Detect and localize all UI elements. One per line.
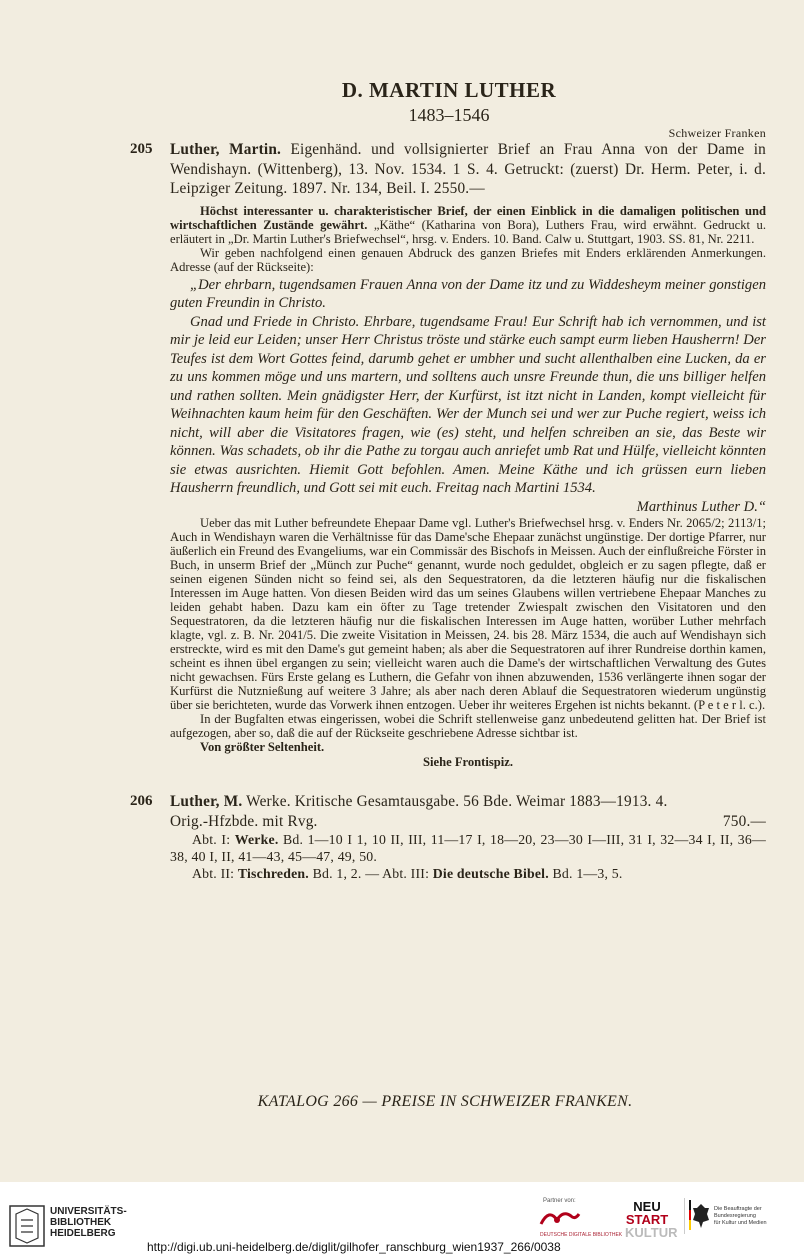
lot-heading-text: Eigenhänd. und vollsignierter Brief an Frau Anna von der Dame in Wendishayn. (Wittenberg), 13. Nov. 1534. 1 S. 4. Getruckt: (zuerst) Dr. Herm. Peter, i. d. Leipziger Zeitung. 1897. Nr. 134, Beil. I. 2550.— [170, 141, 766, 197]
lot-author: Luther, Martin. [170, 141, 282, 158]
abt2-bold: Tischreden. [237, 866, 309, 881]
price: 750.— [722, 812, 766, 830]
lot-number: 206 [130, 793, 153, 809]
lot-heading-text: Werke. Kritische Gesamtausgabe. 56 Bde. Weimar 1883—1913. 4. [246, 793, 668, 810]
abteilung-1 [170, 831, 766, 865]
currency-label: Schweizer Franken [668, 126, 766, 140]
letter-body: Gnad und Friede in Christo. Ehrbare, tugendsame Frau! Eur Schrift hab ich vernommen, und ist mir je leid eur Leiden; unser Herr Christus tröste und stärke euch sampt eurm lieben Hausherrn! Der Teufes ist dem Wort Gottes feind, darumb gehet er umbher und sucht allenthalben eine Lucken, da er zu uns kommen möge und uns martern, und solltens auch unsre Freunde thun, die uns billiger helfen und rathen sollten. Mein gnädigster Herr, der Kurfürst, ist itzt nicht in Landen, kompt vielleicht für Weihnachten kaum heim für den Geschäften. Wer der Munch sei und wer zur Puche regiert, weiss ich nicht, will aber die Visitatores fragen, wie (es) steht, und helfen schreiben an sie, das Beste wir können. Was schadets, ob ihr die Pathe zu torgau auch anriefet umb Rat und Hülfe, vielleicht könnten sie etwas ausrichten. Hiemit Gott befohlen. Amen. Meine Käthe und ich grüssen eurn lieben Hausherrn freundlich, und Gott sei mit euch. Freitag nach Martini 1534. [170, 313, 766, 496]
lot-description [170, 204, 766, 246]
abt1-label: Abt. I: [192, 832, 231, 847]
letter-signature: Marthinus Luther D.“ [636, 498, 766, 515]
lot-author: Luther, M. [170, 793, 243, 810]
abt2-text: Bd. 1, 2. — Abt. III: [312, 866, 430, 881]
abt1-text: Bd. 1—10 I 1, 10 II, III, 11—17 I, 18—20, 23—30 I—III, 31 I, 32—34 I, II, 36—38, 40 I, II, 41—43, 45—47, 49, 50. [170, 832, 766, 864]
lot-heading [170, 140, 766, 199]
partner-label: Partner von: [543, 1198, 576, 1204]
life-dates: 1483–1546 [408, 105, 490, 125]
neustart-kultur-logo [625, 1199, 678, 1240]
page-content [132, 78, 766, 882]
description-bold: Höchst interessanter u. charakteristischer Brief, der einen Einblick in die damaligen politischen und wirtschaftlichen Zustände gewährt. [170, 203, 766, 232]
letter-address: „Der ehrbarn, tugendsamen Frauen Anna von der Dame itz und zu Widdesheym meiner gonstigen guten Freundin in Christo. [170, 276, 766, 311]
description-text: „Käthe“ (Katharina von Bora), Luthers Frau, wird erwähnt. Gedruckt u. erläutert in „Dr. Martin Luther's Briefwechsel“, hrsg. v. Enders. 10. Band. Calw u. Stuttgart, 1903. SS. 81, Nr. 2211. [170, 217, 766, 246]
uni-line-3: HEIDELBERG [50, 1228, 116, 1239]
bkm-text [714, 1206, 804, 1227]
university-seal-icon [8, 1204, 46, 1248]
abt3-text: Bd. 1—3, 5. [552, 866, 623, 881]
rarity-note: Von größter Seltenheit. [200, 740, 325, 754]
uni-line-2: BIBLIOTHEK [50, 1217, 112, 1228]
abteilung-2-3 [170, 865, 766, 882]
kultur-text: KULTUR [625, 1225, 678, 1240]
letter-intro: Wir geben nachfolgend einen genauen Abdruck des ganzen Briefes mit Enders erklärenden Anmerkungen. Adresse (auf der Rückseite): [170, 245, 766, 274]
abt3-bold: Die deutsche Bibel. [432, 866, 549, 881]
uni-line-1: UNIVERSITÄTS- [50, 1206, 127, 1217]
ddb-logo-icon [537, 1206, 581, 1230]
federal-eagle-icon [689, 1200, 713, 1232]
start-text: START [625, 1212, 669, 1227]
lot-206 [132, 792, 766, 882]
page-title: D. MARTIN LUTHER [341, 78, 557, 102]
binding: Orig.-Hfzbde. mit Rvg. [170, 812, 318, 830]
catalog-footer: KATALOG 266 — PREISE IN SCHWEIZER FRANKEN. [257, 1093, 633, 1110]
lot-heading [170, 792, 766, 812]
bkm-line-2: für Kultur und Medien [714, 1220, 767, 1226]
abt1-bold: Werke. [234, 832, 279, 847]
abt2-label: Abt. II: [192, 866, 235, 881]
condition-note: In der Bugfalten etwas eingerissen, wobei die Schrift stellenweise ganz unbedeutend gelitten hat. Der Brief ist aufgezogen, aber so, daß die auf der Rückseite geschriebene Adresse sichtbar ist. [170, 712, 766, 740]
university-library-name [50, 1206, 127, 1239]
commentary: Ueber das mit Luther befreundete Ehepaar Dame vgl. Luther's Briefwechsel hrsg. v. Enders Nr. 2065/2; 2113/1; Auch in Wendishayn waren die Verhältnisse für das Dame'sche Ehepaar zunächst ungünstige. Der dortige Pfarrer, nur äußerlich ein Freund des Evangeliums, war ein Commissär des Bischofs in Meissen. Auch der einflußreiche Förster in Buch, in unserm Brief der „Münch zur Puche“ genannt, wurde noch geduldet, obgleich er zu sagen pflegte, daß er seinen eigenen Sünden nicht so feind sei, als den Sequestratoren, da die letzteren häufig nur die fiskalischen Interessen im Auge hatten. Von diesen Beiden wird das um seines Glaubens willen vertriebene Ehepaar Manches zu leiden gehabt haben. Dazu kam ein öfter zu Tage tretender Zwiespalt zwischen den Visitatoren und den Sequestratoren, da die letzteren häufig nur die fiskalischen Interessen im Auge hatten, worüber Luther mehrfach klagte, vgl. z. B. Nr. 2041/5. Die zweite Visitation in Meissen, 24. bis 28. März 1534, die auch auf Wendishayn sich erstreckte, wird es mit den Dame's gut gemeint haben; als aber die Sequestratoren auf ihrer Rundreise dorthin kamen, scheint es ihnen übel ergangen zu sein; vielleicht waren auch die Dame's der wirtschaftlichen Verwaltung des Gutes nicht gewachsen. Fürs Erste gelang es Luthern, die Gefahr von ihnen abzuwenden, 1536 verlängerte ihnen sogar der Kurfürst die Nutznießung auf weitere 3 Jahre; als aber nach deren Ablauf die Sequestratoren wiederum ungünstig über sie berichteten, wurde das Vorwerk ihnen entzogen. Ueber ihr weiteres Ergehen ist nichts bekannt. (P e t e r l. c.). [170, 516, 766, 712]
lot-number: 205 [130, 141, 153, 157]
lot-binding-line [170, 812, 766, 832]
neu-text: NEU [633, 1199, 661, 1214]
frontispiz-note: Siehe Frontispiz. [422, 755, 514, 769]
bkm-line-1: Die Beauftragte der Bundesregierung [714, 1206, 762, 1219]
lot-205 [132, 140, 766, 770]
partner-text: DEUTSCHE DIGITALE BIBLIOTHEK [540, 1232, 623, 1238]
permalink-url[interactable]: http://digi.ub.uni-heidelberg.de/diglit/gilhofer_ranschburg_wien1937_266/0038 [147, 1240, 561, 1254]
